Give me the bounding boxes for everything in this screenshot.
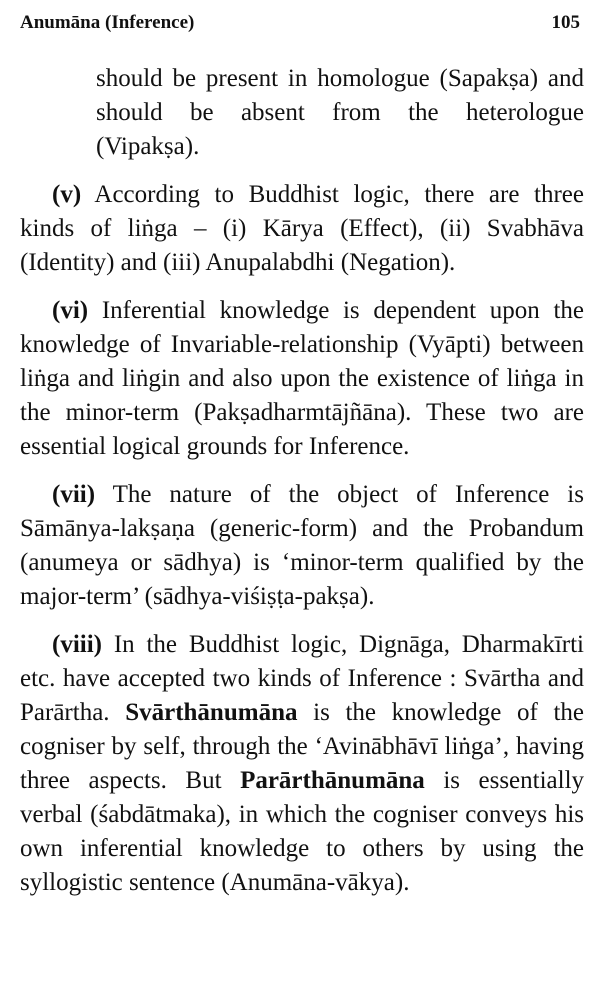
paragraph-text: should be present in homologue (Sapakṣa) and should be absent from the heterologue (Vipakṣa). xyxy=(96,65,584,160)
paragraph-text: According to Buddhist logic, there are three kinds of liṅga – (i) Kārya (Effect), (ii) Svabhāva (Identity) and (iii) Anupalabdhi (Negation). xyxy=(20,181,584,276)
page-number: 105 xyxy=(551,12,580,33)
paragraph-label: (vi) xyxy=(52,297,89,324)
paragraph-continuation xyxy=(20,62,584,164)
paragraph-label: (vii) xyxy=(52,481,96,508)
paragraph-label: (v) xyxy=(52,181,82,208)
paragraph-label: (viii) xyxy=(52,631,102,658)
paragraph-vi xyxy=(20,294,584,464)
term-svarthanumana: Svārthānumāna xyxy=(125,699,298,726)
paragraph-text: The nature of the object of Inference is Sāmānya-lakṣaṇa (generic-form) and the Probandum (anumeya or sādhya) is ‘minor-term qualified by the major-term’ (sādhya-viśiṣṭa-pakṣa). xyxy=(20,481,584,610)
paragraph-v xyxy=(20,178,584,280)
paragraph-text: is essentially verbal (śabdātmaka), in which the cogniser conveys his own inferential knowledge to others by using the syllogistic sentence (Anumāna-vākya). xyxy=(20,767,585,896)
paragraph-text: In the Buddhist logic, Dignāga, Dharmakīrti etc. have accepted two kinds of Inference : Svārtha and Parārtha. xyxy=(20,631,584,726)
paragraph-text: Inferential knowledge is dependent upon the knowledge of Invariable-relationship (Vyāpti) between liṅga and liṅgin and also upon the existence of liṅga in the minor-term (Pakṣadharmtājñāna). These two are essential logical grounds for Inference. xyxy=(20,297,585,460)
running-title: Anumāna (Inference) xyxy=(20,12,195,33)
term-pararthanumana: Parārthānumāna xyxy=(240,767,425,794)
page-body xyxy=(20,62,584,914)
running-header xyxy=(20,12,580,34)
paragraph-viii xyxy=(20,628,584,900)
paragraph-vii xyxy=(20,478,584,614)
paragraph-text: is the knowledge of the cogniser by self, through the ‘Avinābhāvī liṅga’, having three aspects. But xyxy=(20,699,585,794)
